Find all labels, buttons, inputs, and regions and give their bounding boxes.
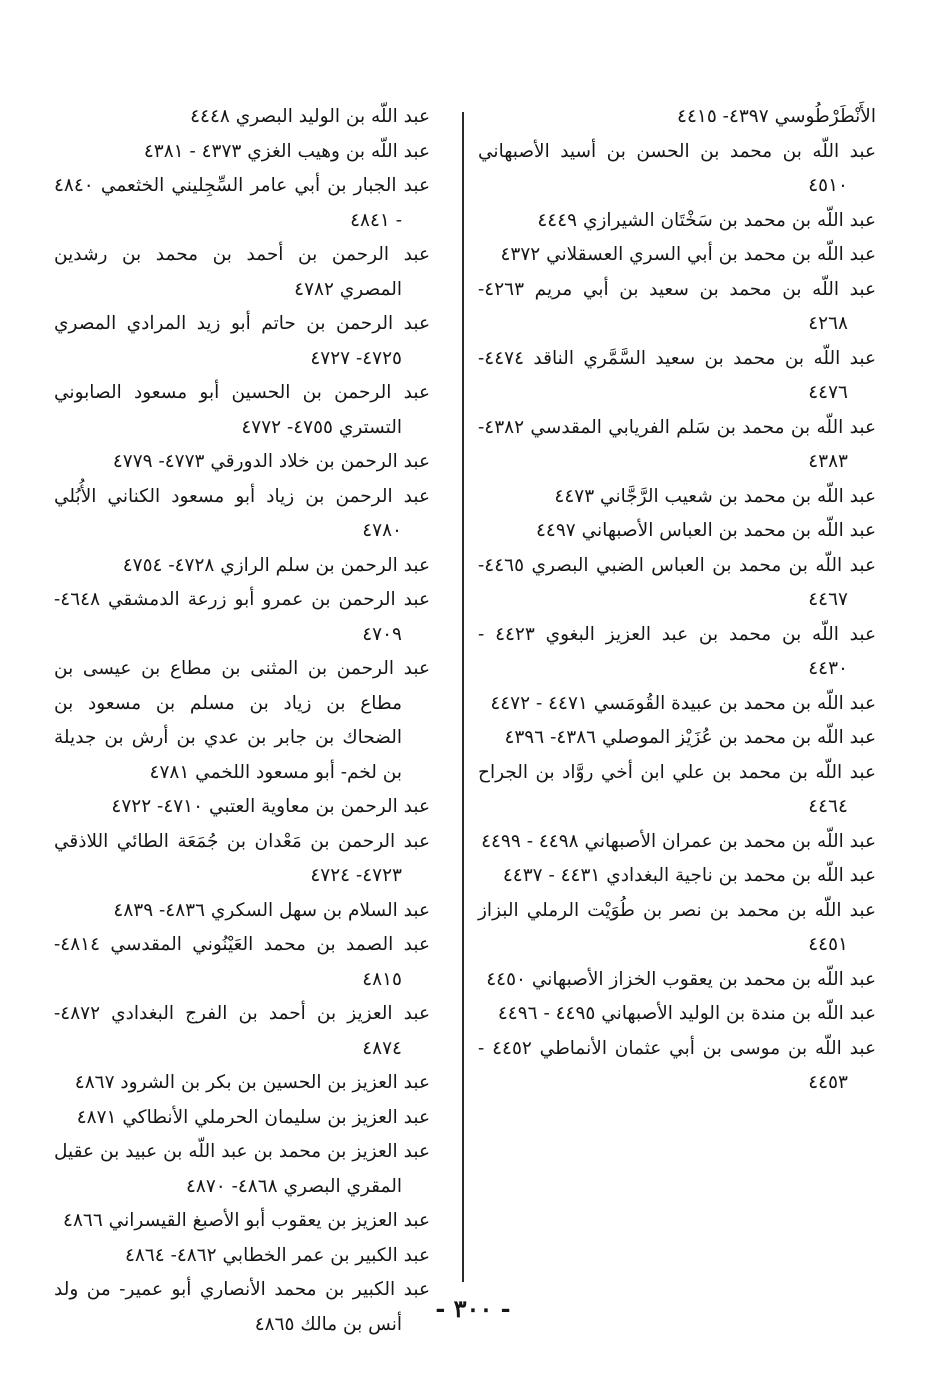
- index-entry: عبد اللّه بن محمد بن سعيد السَّمَّري الناقد ٤٤٧٤- ٤٤٧٦: [478, 347, 876, 403]
- index-entry: عبد العزيز بن محمد بن عبد اللّه بن عبيد بن عقيل المقري البصري ٤٨٦٨- ٤٨٧٠: [54, 1141, 430, 1197]
- index-entry: عبد الجبار بن أبي عامر السِّجِليني الخثعمي ٤٨٤٠ - ٤٨٤١: [54, 175, 430, 231]
- index-entry: عبد اللّه بن الوليد البصري ٤٤٤٨: [190, 106, 430, 127]
- index-entry: عبد اللّه بن محمد بن العباس الضبي البصري ٤٤٦٥- ٤٤٦٧: [478, 554, 876, 610]
- index-entry: عبد الرحمن بن أحمد بن محمد بن رشدين المصري ٤٧٨٢: [54, 244, 430, 300]
- index-entry: عبد اللّه بن مندة بن الوليد الأصبهاني ٤٤٩٥ - ٤٤٩٦: [497, 1003, 876, 1024]
- index-entry: عبد اللّه بن محمد بن علي ابن أخي روَّاد بن الجراح ٤٤٦٤: [478, 761, 876, 817]
- index-entry: عبد اللّه بن محمد بن ناجية البغدادي ٤٤٣١ - ٤٤٣٧: [502, 865, 876, 886]
- index-entry: عبد اللّه بن محمد بن شعيب الرَّجَّاني ٤٤٧٣: [554, 485, 876, 507]
- index-column-right: [478, 100, 876, 1101]
- index-entry: عبد الصمد بن محمد العَيْنُوني المقدسي ٤٨١٤- ٤٨١٥: [54, 934, 430, 990]
- index-entry: عبد اللّه بن محمد بن عبد العزيز البغوي ٤٤٢٣ - ٤٤٣٠: [478, 623, 876, 679]
- index-entry: عبد اللّه بن محمد بن سَخْتَان الشيرازي ٤٤٤٩: [537, 209, 876, 231]
- index-entry: عبد اللّه بن محمد بن عُزَيْز الموصلي ٤٣٨٦- ٤٣٩٦: [504, 727, 876, 748]
- index-entry: عبد اللّه بن وهيب الغزي ٤٣٧٣ - ٤٣٨١: [143, 140, 430, 162]
- index-entry: عبد الرحمن بن الحسين أبو مسعود الصابوني التستري ٤٧٥٥- ٤٧٧٢: [54, 382, 430, 438]
- index-entry: عبد اللّه بن موسى بن أبي عثمان الأنماطي ٤٤٥٢ - ٤٤٥٣: [478, 1037, 876, 1093]
- column-divider: [462, 112, 464, 1282]
- index-entry: عبد العزيز بن الحسين بن بكر بن الشرود ٤٨٦٧: [74, 1072, 430, 1093]
- index-entry: عبد السلام بن سهل السكري ٤٨٣٦- ٤٨٣٩: [113, 899, 430, 921]
- index-entry: عبد اللّه بن محمد بن أبي السري العسقلاني ٤٣٧٢: [500, 244, 876, 265]
- index-entry: عبد الرحمن بن مَعْدان بن جُمَعَة الطائي اللاذقي ٤٧٢٣- ٤٧٢٤: [54, 830, 430, 886]
- index-entry: عبد الرحمن بن سلم الرازي ٤٧٢٨- ٤٧٥٤: [122, 554, 430, 576]
- index-entry: عبد اللّه بن محمد بن العباس الأصبهاني ٤٤٩٧: [535, 520, 876, 541]
- index-entry: عبد العزيز بن سليمان الحرملي الأنطاكي ٤٨٧١: [76, 1106, 430, 1128]
- index-entry: عبد العزيز بن أحمد بن الفرج البغدادي ٤٨٧٢- ٤٨٧٤: [54, 1003, 430, 1059]
- index-entry: عبد العزيز بن يعقوب أبو الأصبغ القيسراني ٤٨٦٦: [63, 1210, 430, 1231]
- index-entry: عبد اللّه بن محمد بن يعقوب الخزاز الأصبهاني ٤٤٥٠: [486, 968, 876, 990]
- index-entry: عبد الرحمن بن خلاد الدورقي ٤٧٧٣- ٤٧٧٩: [112, 451, 430, 472]
- index-entry: عبد اللّه بن محمد بن عبيدة القُومَسي ٤٤٧١ - ٤٤٧٢: [490, 692, 876, 714]
- index-entry: عبد الكبير بن عمر الخطابي ٤٨٦٢- ٤٨٦٤: [124, 1244, 430, 1266]
- index-entry: عبد اللّه بن محمد بن نصر بن طُوَيْت الرملي البزاز ٤٤٥١: [478, 899, 876, 955]
- index-entry: عبد الرحمن بن حاتم أبو زيد المرادي المصري ٤٧٢٥- ٤٧٢٧: [54, 313, 430, 369]
- index-entry: عبد الرحمن بن معاوية العتبي ٤٧١٠- ٤٧٢٢: [111, 796, 430, 817]
- index-entry: الأَنْطَرْطُوسي ٤٣٩٧- ٤٤١٥: [677, 106, 876, 127]
- index-entry: عبد اللّه بن محمد بن سَلم الفريابي المقدسي ٤٣٨٢- ٤٣٨٣: [478, 416, 876, 472]
- index-entry: عبد الرحمن بن عمرو أبو زرعة الدمشقي ٤٦٤٨- ٤٧٠٩: [54, 589, 430, 645]
- page-number: - ٣٠٠ -: [435, 1294, 511, 1323]
- index-entry: عبد اللّه بن محمد بن سعيد بن أبي مريم ٤٢٦٣- ٤٢٦٨: [478, 278, 876, 334]
- index-entry: عبد اللّه بن محمد بن الحسن بن أسيد الأصبهاني ٤٥١٠: [478, 140, 876, 196]
- index-entry: عبد اللّه بن محمد بن عمران الأصبهاني ٤٤٩٨ - ٤٤٩٩: [481, 830, 876, 852]
- index-entry: عبد الكبير بن محمد الأنصاري أبو عمير- من ولد أنس بن مالك ٤٨٦٥: [54, 1279, 430, 1335]
- index-column-left: [54, 100, 430, 1342]
- index-entry: عبد الرحمن بن زياد أبو مسعود الكناني الأُبُلي ٤٧٨٠: [54, 485, 430, 541]
- index-entry: عبد الرحمن بن المثنى بن مطاع بن عيسى بن مطاع بن زياد بن مسلم بن مسعود بن الضحاك بن جابر بن عدي بن أرش بن جديلة بن لخم- أبو مسعود اللخمي ٤٧٨١: [54, 658, 430, 783]
